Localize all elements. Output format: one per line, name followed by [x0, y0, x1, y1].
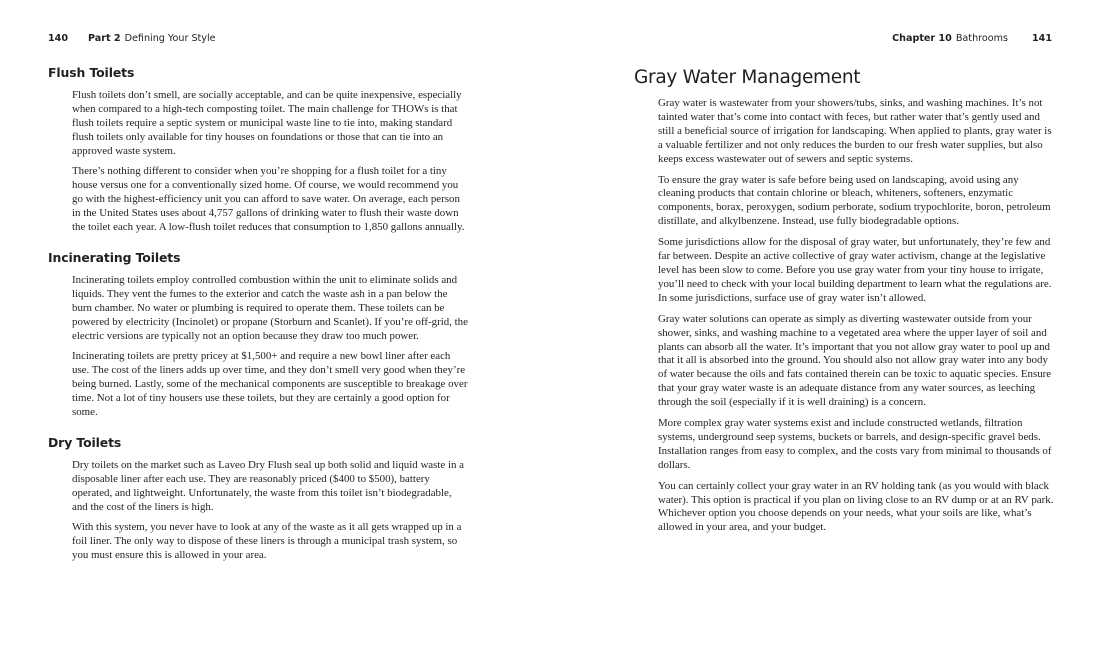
- paragraph: Gray water is wastewater from your showers/tubs, sinks, and washing machines. It’s not tainted water that’s come into contact with feces, but rather water that’s gently used and still a beneficial source of irrigation for landscaping. When applied to plants, gray water is a valuable fertilizer and not only reduces the burden to our fresh water supplies, but also keeps excess wastewater out of sewers and septic systems.: [658, 97, 1052, 165]
- section-heading-dry-toilets: Dry Toilets: [48, 434, 122, 450]
- paragraph: To ensure the gray water is safe before being used on landscaping, avoid using any cleaning products that contain chlorine or bleach, whiteners, softeners, enzymatic components, borax, peroxygen, sodium perborate, sodium trypochlorite, boron, petroleum distillate, and alkylbenzene. Instead, use fully biodegradable options.: [658, 173, 1051, 228]
- section-title-gray-water-management: Gray Water Management: [634, 67, 861, 88]
- part-title: Defining Your Style: [124, 33, 216, 44]
- left-page-number: 140: [48, 33, 69, 44]
- section-heading-incinerating-toilets: Incinerating Toilets: [48, 249, 181, 265]
- left-column: [48, 66, 468, 570]
- paragraph: More complex gray water systems exist and include constructed wetlands, filtration systems, underground seep systems, buckets or barrels, and design-specific gravel beds. Installation ranges from easy to complex, and the costs vary from minimal to thousands of dollars.: [658, 417, 1052, 471]
- right-column: [634, 65, 1054, 542]
- paragraph: You can certainly collect your gray water in an RV holding tank (as you would with black water). This option is practical if you plan on living close to an RV dump or at an RV park. Whichever option you choose depends on your needs, what your soils are like, what’s allowed in your area, and your budget.: [658, 479, 1054, 534]
- paragraph: Incinerating toilets are pretty pricey at $1,500+ and require a new bowl liner after each use. The cost of the liners adds up over time, and they don’t smell very good when they’re being burned. Lastly, some of the mechanical components are susceptible to breakage over time. Not a lot of tiny housers use these toilets, but they are certainly a good option for some.: [72, 350, 468, 419]
- paragraph: Dry toilets on the market such as Laveo Dry Flush seal up both solid and liquid waste in a disposable liner after each use. They are reasonably priced ($400 to $500), battery operated, and lightweight. Unfortunately, the waste from this toilet isn’t biodegradable, and the cost of the liners is high.: [72, 458, 464, 513]
- chapter-label: Chapter 10: [892, 33, 952, 44]
- paragraph: Some jurisdictions allow for the disposal of gray water, but unfortunately, they’re few and far between. Despite an active collective of gray water activism, change at the legislative level has been slow to come. Before you use gray water from your tiny house to irrigate, you’ll need to check with your local building department to learn what the regulations are. In some jurisdictions, surface use of gray water isn’t allowed.: [658, 236, 1052, 304]
- paragraph: Flush toilets don’t smell, are socially acceptable, and can be quite inexpensive, especially when compared to a high-tech composting toilet. The main challenge for THOWs is that flush toilets require a septic system or municipal waste line to tie into, making standard flush toilets only available for tiny houses on foundations or those that can tie into an approved waste system.: [72, 88, 462, 157]
- section-heading-flush-toilets: Flush Toilets: [48, 65, 135, 80]
- paragraph: There’s nothing different to consider when you’re shopping for a flush toilet for a tiny house versus one for a conventionally sized home. Of course, we would recommend you go with the highest-efficiency unit you can afford to save water. On average, each person in the United States uses about 4,757 gallons of drinking water to flush their waste down the toilet each year. A low-flush toilet reduces that consumption to 1,850 gallons annually.: [72, 165, 465, 234]
- paragraph: With this system, you never have to look at any of the waste as it all gets wrapped up in a foil liner. The only way to dispose of these liners is through a municipal trash system, so you must ensure this is allowed in your area.: [72, 521, 462, 562]
- right-page-number: 141: [1031, 33, 1052, 44]
- right-page: [550, 0, 1100, 657]
- part-label: Part 2: [88, 33, 121, 44]
- right-running-head: [892, 33, 1052, 44]
- left-running-head: [48, 33, 216, 44]
- chapter-title: Bathrooms: [955, 33, 1008, 44]
- paragraph: Gray water solutions can operate as simply as diverting wastewater outside from your shower, sinks, and washing machine to a vegetated area where the upper layer of soil and plants can absorb all the water. It’s important that you not allow gray water to pool up and that it all is absorbed into the ground. You should also not allow gray water into any body of water because the oils and fats contained therein can be toxic to aquatic species. Ensure that your gray water waste is an adequate distance from any water sources, as leeching through the soil (especially if it is well draining) is a concern.: [658, 312, 1052, 409]
- paragraph: Incinerating toilets employ controlled combustion within the unit to eliminate solids and liquids. They vent the fumes to the exterior and catch the waste ash in a pan below the burn chamber. No water or plumbing is required to operate them. These toilets can be powered by electricity (Incinolet) or propane (Storburn and Scanlet). If you’re off-grid, the electric versions are typically not an option because they draw too much power.: [72, 273, 468, 342]
